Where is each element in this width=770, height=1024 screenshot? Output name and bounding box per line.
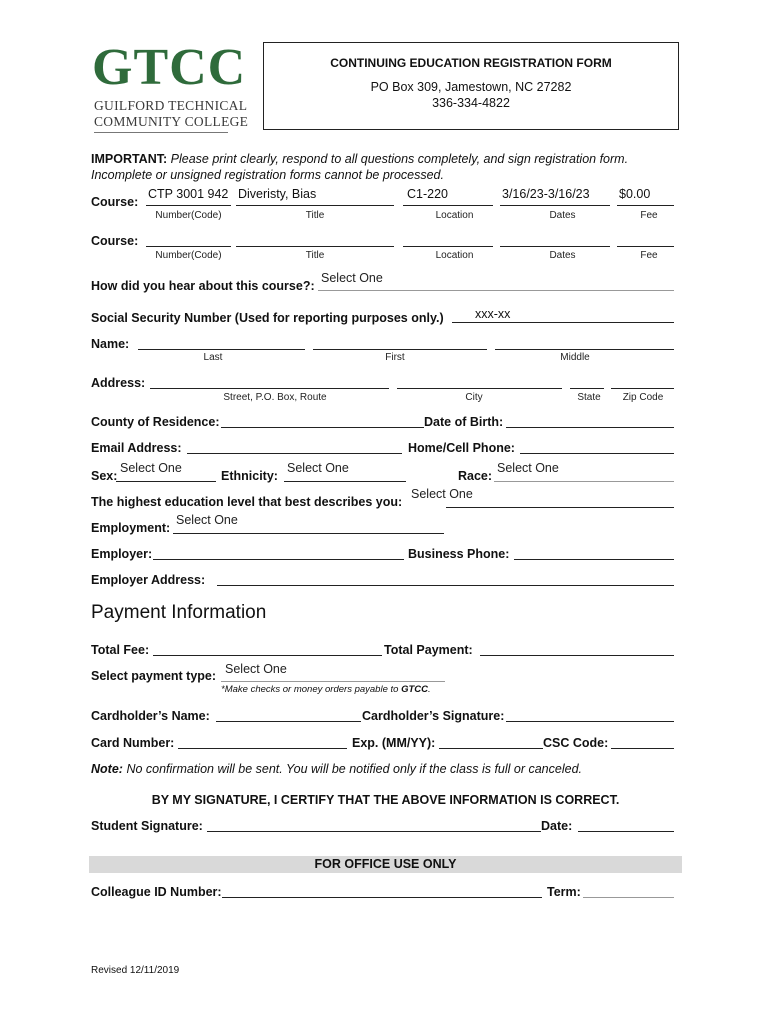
county-line[interactable] xyxy=(221,427,424,428)
employment-label: Employment: xyxy=(91,521,171,535)
dob-label: Date of Birth: xyxy=(424,415,504,429)
csc-line[interactable] xyxy=(611,748,674,749)
signature-date-label: Date: xyxy=(541,819,573,833)
sub-title-1: Title xyxy=(305,210,325,221)
education-label: The highest education level that best describes you: xyxy=(91,495,403,509)
payment-note xyxy=(221,684,431,695)
important-text1: Please print clearly, respond to all questions completely, and sign registration form. xyxy=(170,152,629,166)
employment-select[interactable]: Select One xyxy=(176,513,238,527)
sub-fee-2: Fee xyxy=(640,250,658,261)
course-title-line-1 xyxy=(236,205,394,206)
address-state-line[interactable] xyxy=(570,388,604,389)
name-label: Name: xyxy=(91,337,130,351)
ethnicity-line xyxy=(284,481,406,482)
business-phone-label: Business Phone: xyxy=(408,547,510,561)
cardholder-signature-label: Cardholder’s Signature: xyxy=(362,709,505,723)
ssn-label: Social Security Number (Used for reporting purposes only.) xyxy=(91,311,444,325)
payment-type-label: Select payment type: xyxy=(91,669,217,683)
sub-location-2: Location xyxy=(435,250,474,261)
county-label: County of Residence: xyxy=(91,415,220,429)
important-label: IMPORTANT: xyxy=(91,152,168,166)
course-fee-line-1 xyxy=(617,205,674,206)
course-fee-value[interactable]: $0.00 xyxy=(619,187,651,201)
education-select[interactable]: Select One xyxy=(411,487,473,501)
sub-street: Street, P.O. Box, Route xyxy=(223,392,327,403)
employer-address-line[interactable] xyxy=(217,585,674,586)
cardholder-signature-line[interactable] xyxy=(506,721,674,722)
sub-fee-1: Fee xyxy=(640,210,658,221)
logo-line2: COMMUNITY COLLEGE xyxy=(94,114,249,129)
employer-label: Employer: xyxy=(91,547,153,561)
course-dates-line-1 xyxy=(500,205,610,206)
phone-label: Home/Cell Phone: xyxy=(408,441,515,455)
payment-type-line xyxy=(221,681,445,682)
sex-line xyxy=(116,481,216,482)
employment-line xyxy=(173,533,444,534)
card-number-label: Card Number: xyxy=(91,736,175,750)
sub-location-1: Location xyxy=(435,210,474,221)
student-signature-line[interactable] xyxy=(207,831,541,832)
csc-label: CSC Code: xyxy=(543,736,609,750)
form-title: CONTINUING EDUCATION REGISTRATION FORM xyxy=(330,56,612,70)
name-middle-line[interactable] xyxy=(495,349,674,350)
important-line2: Incomplete or unsigned registration forms cannot be processed. xyxy=(91,168,444,182)
race-line xyxy=(494,481,674,482)
hear-line xyxy=(318,290,674,291)
address-street-line[interactable] xyxy=(150,388,389,389)
colleague-id-line[interactable] xyxy=(222,897,542,898)
employer-address-label: Employer Address: xyxy=(91,573,206,587)
payment-heading: Payment Information xyxy=(91,602,267,623)
sex-label: Sex: xyxy=(91,469,118,483)
sub-first: First xyxy=(385,352,405,363)
note-text: No confirmation will be sent. You will be notified only if the class is full or canceled. xyxy=(126,762,582,776)
course-location-line-2[interactable] xyxy=(403,246,493,247)
payment-type-select[interactable]: Select One xyxy=(225,662,287,676)
address-city-line[interactable] xyxy=(397,388,562,389)
ethnicity-select[interactable]: Select One xyxy=(287,461,349,475)
payment-note-payee: GTCC xyxy=(401,684,428,695)
important-line1 xyxy=(91,152,628,166)
header-address: PO Box 309, Jamestown, NC 27282 xyxy=(370,80,572,94)
business-phone-line[interactable] xyxy=(514,559,674,560)
sub-middle: Middle xyxy=(560,352,590,363)
total-fee-line[interactable] xyxy=(153,655,382,656)
sub-number-2: Number(Code) xyxy=(155,250,222,261)
payment-note-prefix: *Make checks or money orders payable to xyxy=(221,684,402,695)
term-line[interactable] xyxy=(583,897,674,898)
student-signature-label: Student Signature: xyxy=(91,819,203,833)
course-title-line-2[interactable] xyxy=(236,246,394,247)
name-first-line[interactable] xyxy=(313,349,487,350)
course-label-2: Course: xyxy=(91,234,139,248)
sub-title-2: Title xyxy=(305,250,325,261)
address-label: Address: xyxy=(91,376,146,390)
header-phone: 336-334-4822 xyxy=(432,96,510,110)
email-line[interactable] xyxy=(187,453,402,454)
sub-last: Last xyxy=(203,352,223,363)
dob-line[interactable] xyxy=(506,427,674,428)
certify-statement: BY MY SIGNATURE, I CERTIFY THAT THE ABOVE INFORMATION IS CORRECT. xyxy=(151,793,620,807)
name-last-line[interactable] xyxy=(138,349,305,350)
course-dates-value[interactable]: 3/16/23-3/16/23 xyxy=(502,187,590,201)
card-number-line[interactable] xyxy=(178,748,347,749)
signature-date-line[interactable] xyxy=(578,831,674,832)
exp-label: Exp. (MM/YY): xyxy=(352,736,436,750)
email-label: Email Address: xyxy=(91,441,182,455)
exp-line[interactable] xyxy=(439,748,543,749)
hear-label: How did you hear about this course?: xyxy=(91,279,315,293)
total-payment-label: Total Payment: xyxy=(384,643,473,657)
sub-city: City xyxy=(465,392,483,403)
sex-select[interactable]: Select One xyxy=(120,461,182,475)
course-number-line-1 xyxy=(146,205,231,206)
address-zip-line[interactable] xyxy=(611,388,674,389)
total-fee-label: Total Fee: xyxy=(91,643,150,657)
payment-note-suffix: . xyxy=(427,684,431,695)
college-logo: GTCC xyxy=(92,39,247,96)
ethnicity-label: Ethnicity: xyxy=(221,469,278,483)
education-line xyxy=(446,507,674,508)
logo-line1: GUILFORD TECHNICAL xyxy=(94,98,248,113)
total-payment-line[interactable] xyxy=(480,655,674,656)
course-location-value[interactable]: C1-220 xyxy=(407,187,448,201)
phone-line[interactable] xyxy=(520,453,674,454)
course-label-1: Course: xyxy=(91,195,139,209)
sub-state: State xyxy=(577,392,601,403)
sub-dates-1: Dates xyxy=(549,210,576,221)
cardholder-name-line[interactable] xyxy=(216,721,361,722)
colleague-id-label: Colleague ID Number: xyxy=(91,885,222,899)
course-title-value[interactable]: Diveristy, Bias xyxy=(238,187,317,201)
race-label: Race: xyxy=(458,469,493,483)
sub-dates-2: Dates xyxy=(549,250,576,261)
note-label: Note: xyxy=(91,762,123,776)
sub-zip: Zip Code xyxy=(622,392,664,403)
logo-underline xyxy=(94,132,228,133)
term-label: Term: xyxy=(547,885,581,899)
employer-line[interactable] xyxy=(153,559,404,560)
sub-number-1: Number(Code) xyxy=(155,210,222,221)
course-number-line-2[interactable] xyxy=(146,246,231,247)
ssn-line xyxy=(452,322,674,323)
hear-select[interactable]: Select One xyxy=(321,271,383,285)
course-fee-line-2[interactable] xyxy=(617,246,674,247)
confirmation-note xyxy=(91,762,582,776)
revised-date: Revised 12/11/2019 xyxy=(91,965,180,976)
course-dates-line-2[interactable] xyxy=(500,246,610,247)
race-select[interactable]: Select One xyxy=(497,461,559,475)
ssn-value[interactable]: xxx-xx xyxy=(475,307,511,321)
course-number-value[interactable]: CTP 3001 942 xyxy=(148,187,229,201)
course-location-line-1 xyxy=(403,205,493,206)
cardholder-name-label: Cardholder’s Name: xyxy=(91,709,210,723)
office-use-title: FOR OFFICE USE ONLY xyxy=(314,857,457,871)
